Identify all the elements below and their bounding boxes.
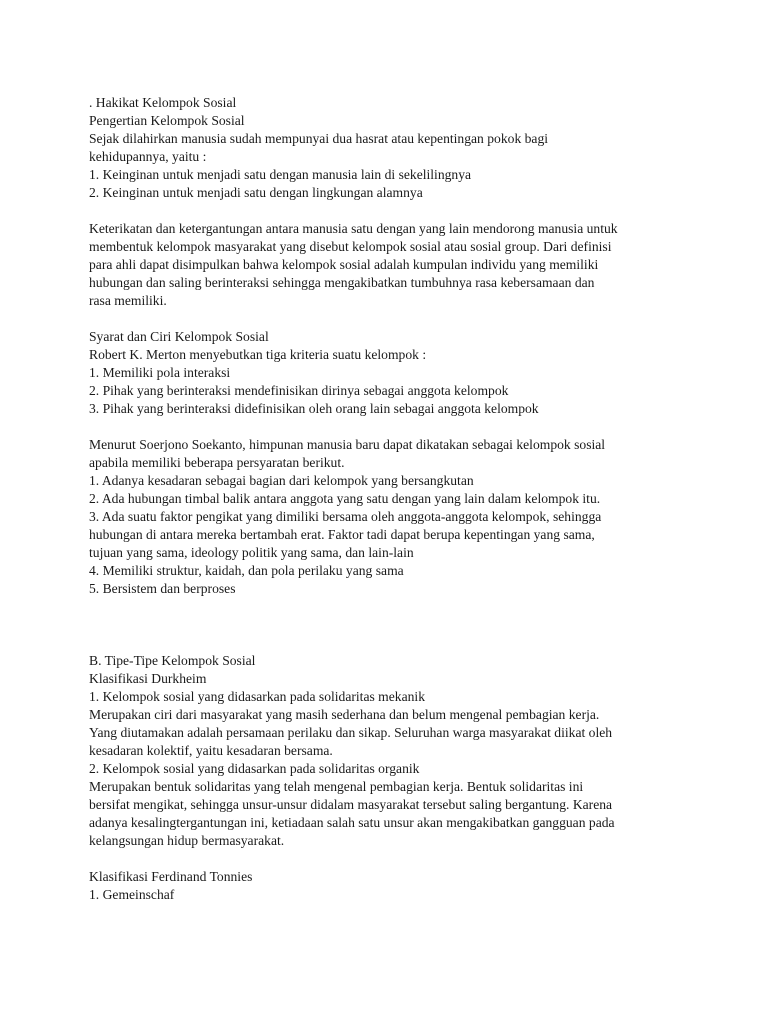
text-line: membentuk kelompok masyarakat yang disebut kelompok sosial atau sosial group. Dari definisi	[89, 239, 612, 254]
text-line: para ahli dapat disimpulkan bahwa kelompok sosial adalah kumpulan individu yang memiliki	[89, 257, 599, 272]
text-line: hubungan dan saling berinteraksi sehingga mengakibatkan tumbuhnya rasa kebersamaan dan	[89, 275, 595, 290]
list-item: 1. Memiliki pola interaksi	[89, 365, 231, 380]
paragraph-gap	[89, 202, 689, 220]
list-item: 2. Keinginan untuk menjadi satu dengan lingkungan alamnya	[89, 185, 423, 200]
subheading: Klasifikasi Ferdinand Tonnies	[89, 869, 253, 884]
section-heading: B. Tipe-Tipe Kelompok Sosial	[89, 653, 256, 668]
list-item: 2. Pihak yang berinteraksi mendefinisikan dirinya sebagai anggota kelompok	[89, 383, 509, 398]
list-item: 3. Ada suatu faktor pengikat yang dimiliki bersama oleh anggota-anggota kelompok, sehingga	[89, 509, 602, 524]
list-item: 2. Ada hubungan timbal balik antara anggota yang satu dengan yang lain dalam kelompok itu.	[89, 491, 601, 506]
document-body	[89, 94, 689, 904]
text-line: tujuan yang sama, ideology politik yang sama, dan lain-lain	[89, 545, 414, 560]
list-item: 1. Kelompok sosial yang didasarkan pada solidaritas mekanik	[89, 689, 425, 704]
paragraph-gap	[89, 418, 689, 436]
paragraph-gap	[89, 850, 689, 868]
subheading: Pengertian Kelompok Sosial	[89, 113, 245, 128]
text-line: Keterikatan dan ketergantungan antara manusia satu dengan yang lain mendorong manusia untuk	[89, 221, 618, 236]
section-heading: . Hakikat Kelompok Sosial	[89, 95, 237, 110]
subheading: Syarat dan Ciri Kelompok Sosial	[89, 329, 269, 344]
list-item: 5. Bersistem dan berproses	[89, 581, 236, 596]
section-gap	[89, 598, 689, 652]
text-line: kesadaran kolektif, yaitu kesadaran bersama.	[89, 743, 333, 758]
list-item: 3. Pihak yang berinteraksi didefinisikan oleh orang lain sebagai anggota kelompok	[89, 401, 539, 416]
text-line: Merupakan bentuk solidaritas yang telah mengenal pembagian kerja. Bentuk solidaritas ini	[89, 779, 584, 794]
list-item: 1. Keinginan untuk menjadi satu dengan manusia lain di sekelilingnya	[89, 167, 472, 182]
text-line: apabila memiliki beberapa persyaratan berikut.	[89, 455, 345, 470]
text-line: Robert K. Merton menyebutkan tiga kriteria suatu kelompok :	[89, 347, 427, 362]
list-item: 1. Gemeinschaf	[89, 887, 175, 902]
text-line: kehidupannya, yaitu :	[89, 149, 207, 164]
text-line: Sejak dilahirkan manusia sudah mempunyai dua hasrat atau kepentingan pokok bagi	[89, 131, 549, 146]
subheading: Klasifikasi Durkheim	[89, 671, 207, 686]
list-item: 1. Adanya kesadaran sebagai bagian dari kelompok yang bersangkutan	[89, 473, 474, 488]
text-line: adanya kesalingtergantungan ini, ketiadaan salah satu unsur akan mengakibatkan gangguan pada	[89, 815, 615, 830]
list-item: 2. Kelompok sosial yang didasarkan pada solidaritas organik	[89, 761, 420, 776]
paragraph-gap	[89, 310, 689, 328]
text-line: kelangsungan hidup bermasyarakat.	[89, 833, 285, 848]
text-line: Menurut Soerjono Soekanto, himpunan manusia baru dapat dikatakan sebagai kelompok sosial	[89, 437, 606, 452]
text-line: Yang diutamakan adalah persamaan perilaku dan sikap. Seluruhan warga masyarakat diikat oleh	[89, 725, 613, 740]
text-line: rasa memiliki.	[89, 293, 167, 308]
list-item: 4. Memiliki struktur, kaidah, dan pola perilaku yang sama	[89, 563, 404, 578]
text-line: bersifat mengikat, sehingga unsur-unsur didalam masyarakat tersebut saling bergantung. Karena	[89, 797, 613, 812]
text-line: Merupakan ciri dari masyarakat yang masih sederhana dan belum mengenal pembagian kerja.	[89, 707, 600, 722]
text-line: hubungan di antara mereka bertambah erat. Faktor tadi dapat berupa kepentingan yang sama,	[89, 527, 595, 542]
